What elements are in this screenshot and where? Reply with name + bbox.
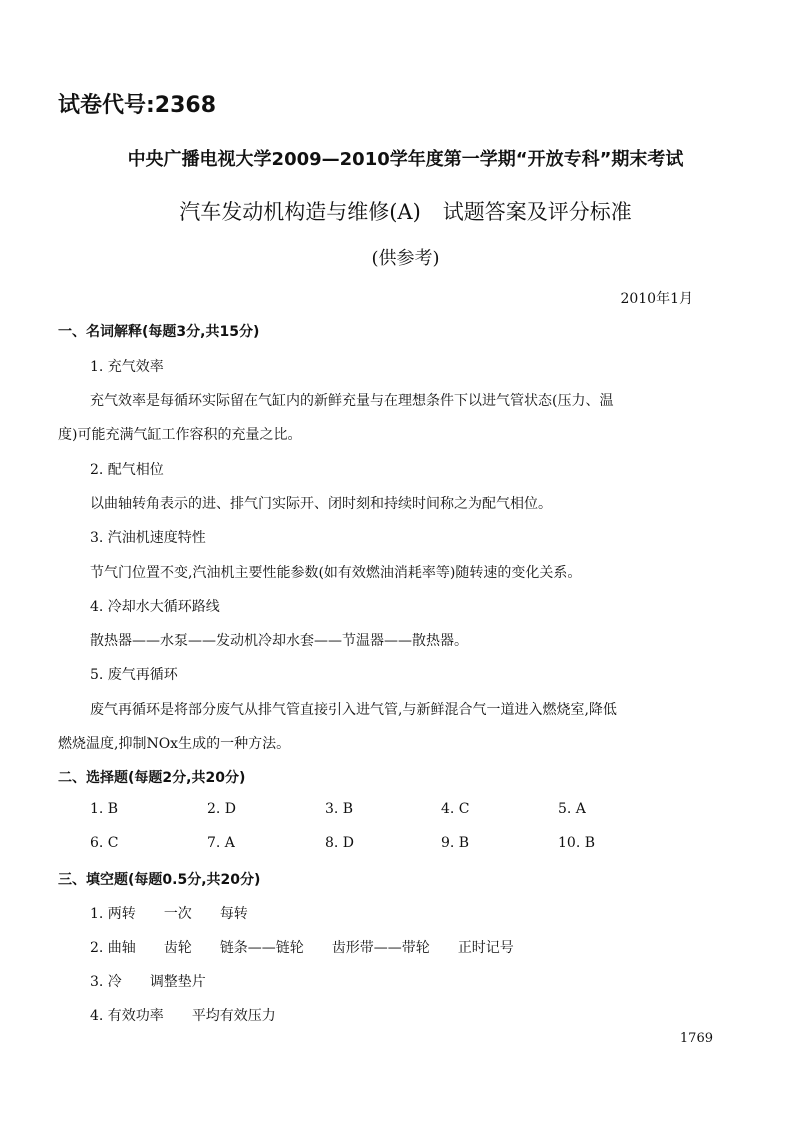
fill-answer-1 (90, 903, 276, 923)
choice-answer: 2. D (207, 801, 237, 817)
term-5: 5. 废气再循环 (90, 667, 178, 683)
blank-answer: 2. 曲轴 (90, 940, 136, 956)
term-1: 1. 充气效率 (90, 359, 164, 375)
fill-answer-3 (90, 971, 234, 991)
definition-5-line2: 燃烧温度,抑制NOx生成的一种方法。 (58, 736, 291, 752)
section3-title: 三、填空题(每题0.5分,共20分) (58, 872, 261, 888)
fill-answer-4 (90, 1005, 304, 1025)
choice-answer: 6. C (90, 835, 119, 851)
section2-title: 二、选择题(每题2分,共20分) (58, 770, 246, 786)
term-3: 3. 汽油机速度特性 (90, 530, 206, 546)
answer-key-label: 试题答案及评分标准 (442, 200, 632, 224)
choice-answer: 4. C (441, 801, 470, 817)
blank-answer: 每转 (219, 906, 248, 922)
blank-answer: 齿形带——带轮 (331, 940, 430, 956)
blank-answer: 1. 两转 (90, 906, 136, 922)
choice-answer: 8. D (325, 835, 355, 851)
choice-answer: 9. B (441, 835, 470, 851)
subject-title (0, 196, 811, 226)
exam-title: 中央广播电视大学2009—2010学年度第一学期“开放专科”期末考试 (127, 149, 684, 170)
blank-answer: 正时记号 (457, 940, 514, 956)
term-2: 2. 配气相位 (90, 462, 164, 478)
choice-answer: 10. B (558, 835, 596, 851)
definition-2: 以曲轴转角表示的进、排气门实际开、闭时刻和持续时间称之为配气相位。 (90, 496, 552, 512)
page-number: 1769 (679, 1031, 713, 1046)
blank-answer: 3. 冷 (90, 974, 122, 990)
definition-1-line1: 充气效率是每循环实际留在气缸内的新鲜充量与在理想条件下以进气管状态(压力、温 (90, 393, 614, 409)
choice-answer: 1. B (90, 801, 119, 817)
blank-answer: 平均有效压力 (191, 1008, 276, 1024)
exam-date: 2010年1月 (620, 291, 693, 307)
definition-3: 节气门位置不变,汽油机主要性能参数(如有效燃油消耗率等)随转速的变化关系。 (90, 565, 582, 581)
blank-answer: 4. 有效功率 (90, 1008, 164, 1024)
choice-answer: 5. A (558, 801, 586, 817)
term-4: 4. 冷却水大循环路线 (90, 599, 220, 615)
fill-answer-2 (90, 937, 542, 957)
blank-answer: 链条——链轮 (219, 940, 304, 956)
section1-title: 一、名词解释(每题3分,共15分) (58, 324, 260, 340)
paper-code: 试卷代号:2368 (58, 93, 217, 118)
reference-note: (供参考) (371, 248, 440, 269)
choice-answer: 3. B (325, 801, 354, 817)
blank-answer: 齿轮 (163, 940, 192, 956)
subject-name: 汽车发动机构造与维修(A) (179, 200, 421, 224)
choice-answer: 7. A (207, 835, 235, 851)
definition-1-line2: 度)可能充满气缸工作容积的充量之比。 (58, 427, 302, 443)
blank-answer: 调整垫片 (149, 974, 206, 990)
definition-5-line1: 废气再循环是将部分废气从排气管直接引入进气管,与新鲜混合气一道进入燃烧室,降低 (90, 702, 617, 718)
blank-answer: 一次 (163, 906, 192, 922)
definition-4: 散热器——水泵——发动机冷却水套——节温器——散热器。 (90, 633, 468, 649)
